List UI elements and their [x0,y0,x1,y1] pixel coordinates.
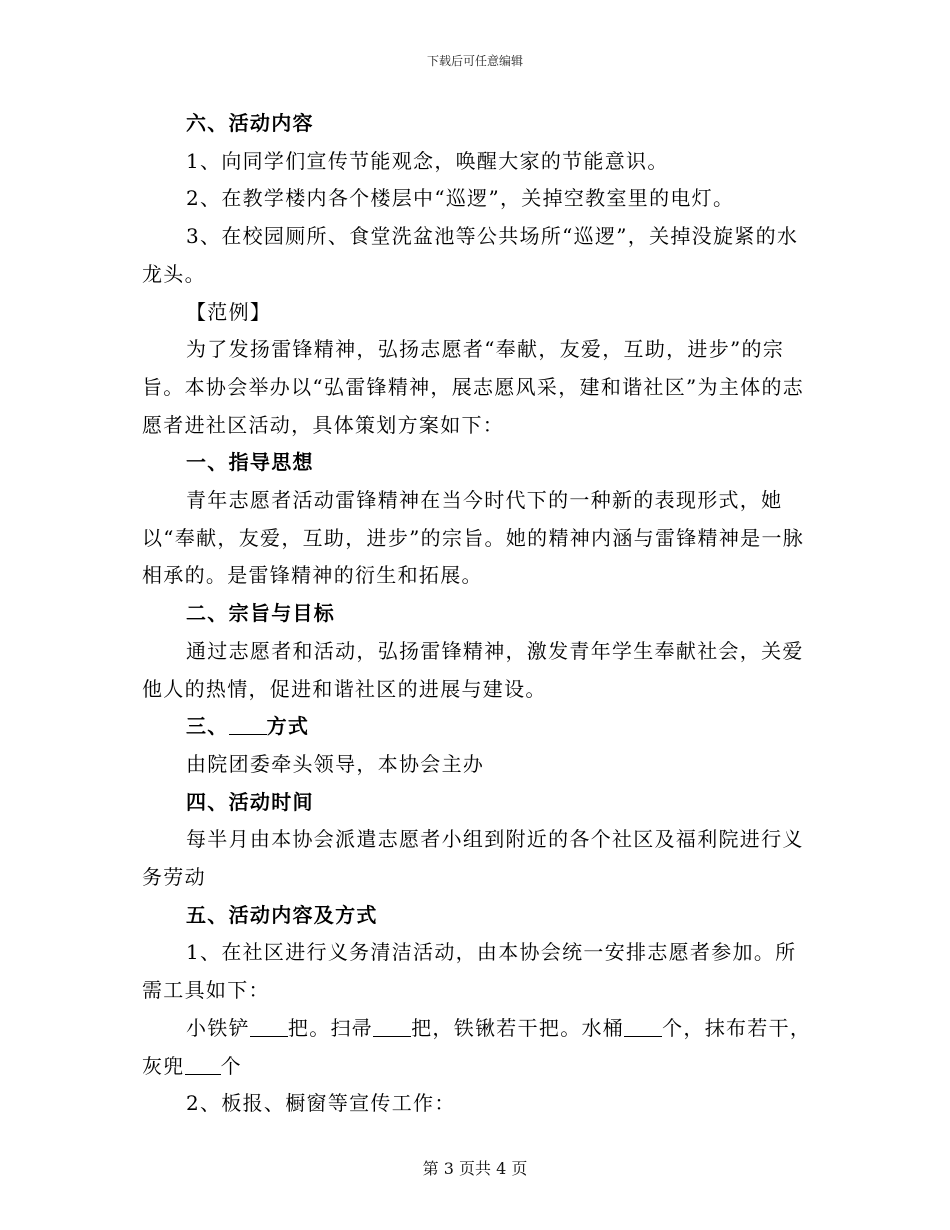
section-heading-method [142,708,814,746]
page-number: 第 3 页共 4 页 [422,1159,528,1178]
paragraph: 2、板报、橱窗等宣传工作： [186,1091,456,1116]
text-segment: 个，抹布若干，灰兜 [142,1015,812,1078]
heading-prefix: 三、 [186,714,229,739]
fill-in-blank [185,1054,221,1075]
text-segment: 把，铁锹若干把。水桶 [411,1015,625,1040]
section-heading-activity-content: 六、活动内容 [186,111,314,135]
fill-in-blank [373,1016,411,1037]
page-header-note: 下载后可任意编辑 [426,54,523,68]
paragraph: 3、在校园厕所、食堂洗盆池等公共场所“巡逻”，关掉没旋紧的水龙头。 [142,224,799,286]
paragraph: 2、在教学楼内各个楼层中“巡逻”，关掉空教室里的电灯。 [186,186,735,211]
fill-in-blank [624,1016,662,1037]
document-body [142,105,814,1123]
section-heading-activity-time: 四、活动时间 [186,789,314,814]
paragraph: 每半月由本协会派遣志愿者小组到附近的各个社区及福利院进行义务劳动 [142,827,804,890]
tools-list-paragraph [142,1010,814,1085]
text-segment: 个 [220,1053,242,1078]
section-heading-guiding-idea: 一、指导思想 [186,450,314,475]
fill-in-blank [250,1016,288,1037]
section-heading-purpose-goals: 二、宗旨与目标 [186,601,336,626]
fill-in-blank [229,714,267,735]
example-label: 【范例】 [186,299,272,324]
section-heading-activity-content-method: 五、活动内容及方式 [186,902,378,927]
heading-suffix: 方式 [266,714,310,739]
paragraph: 通过志愿者和活动，弘扬雷锋精神，激发青年学生奉献社会，关爱他人的热情，促进和谐社区的进展与建设。 [142,638,804,701]
paragraph: 为了发扬雷锋精神，弘扬志愿者“奉献，友爱，互助，进步”的宗旨。本协会举办以“弘雷锋精神，展志愿风采，建和谐社区”为主体的志愿者进社区活动，具体策划方案如下： [142,337,805,437]
paragraph: 1、向同学们宣传节能观念，唤醒大家的节能意识。 [186,148,669,173]
paragraph: 1、在社区进行义务清洁活动，由本协会统一安排志愿者参加。所需工具如下： [142,940,797,1003]
paragraph: 青年志愿者活动雷锋精神在当今时代下的一种新的表现形式，她以“奉献，友爱，互助，进步”的宗旨。她的精神内涵与雷锋精神是一脉相承的。是雷锋精神的衍生和拓展。 [142,488,805,588]
text-segment: 小铁铲 [186,1015,250,1040]
paragraph: 由院团委牵头领导，本协会主办 [186,751,485,776]
text-segment: 把。扫帚 [287,1015,374,1040]
